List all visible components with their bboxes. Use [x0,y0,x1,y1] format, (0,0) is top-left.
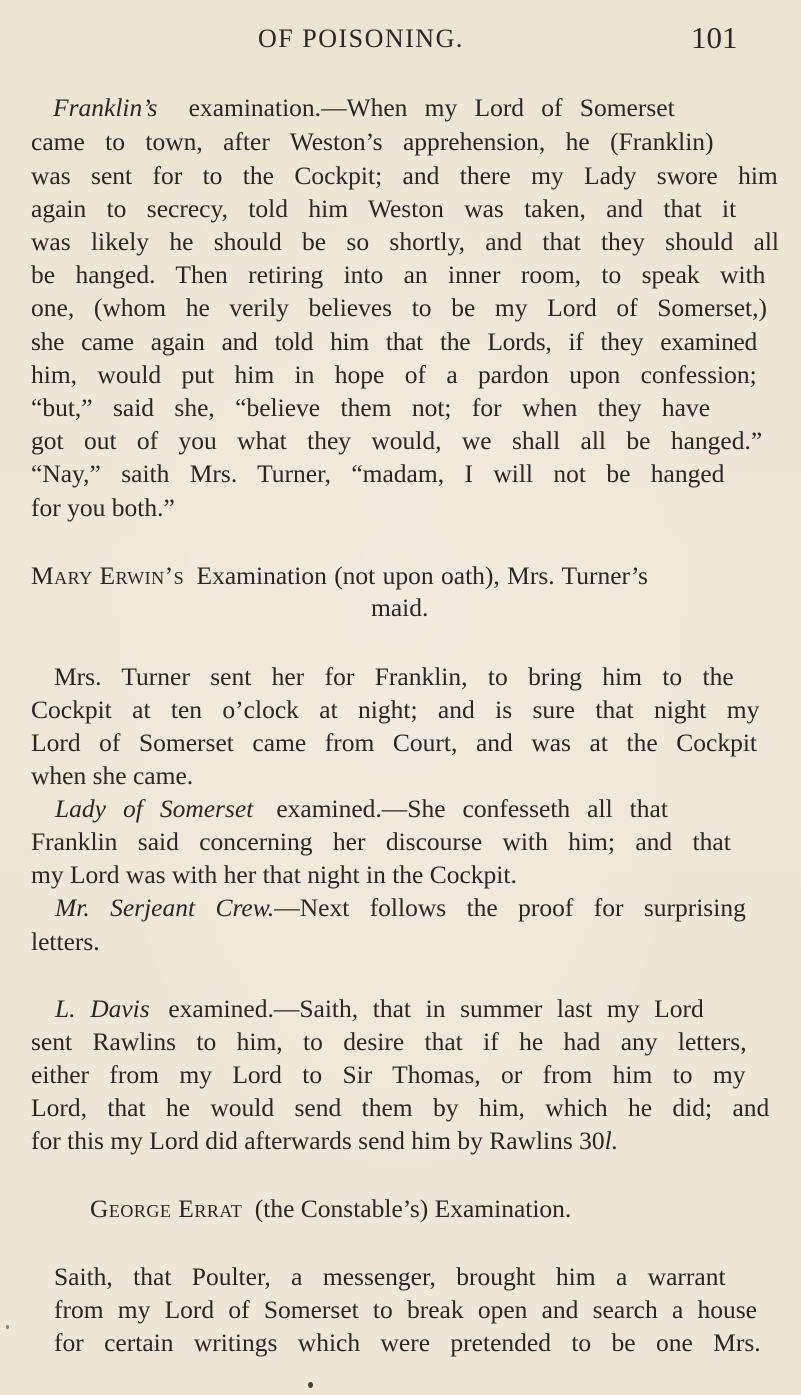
text-line: Mrs. Turner sent her for Franklin, to bring him to the [54,662,734,691]
running-head: OF POISONING. [258,24,464,53]
text-line [31,1125,801,1157]
heading-name: George Errat [90,1194,243,1223]
text-line: my Lord was with her that night in the Cockpit. [31,860,517,889]
text-line: sent Rawlins to him, to desire that if he had any letters, [31,1027,747,1056]
section-heading [31,560,801,592]
text-line: came to town, after Weston’s apprehension, he (Franklin) [31,127,714,156]
text-line [55,793,757,825]
text-line: for you both.” [31,493,175,522]
ink-speck [6,1325,9,1329]
text-run: examined.—She confesseth all that [276,794,668,823]
text-line: him, would put him in hope of a pardon upon confession; [31,360,757,389]
text-line: was sent for to the Cockpit; and there my Lady swore him [31,161,778,190]
text-line: letters. [31,927,100,956]
page-number: 101 [691,20,738,55]
text-run: —Next follows the proof for surprising [274,893,746,922]
text-line: Saith, that Poulter, a messenger, brought him a warrant [54,1262,726,1291]
text-line: again to secrecy, told him Weston was taken, and that it [31,194,737,223]
italic-name: Mr. Serjeant Crew. [55,893,275,922]
heading-text: (the Constable’s) Examination. [254,1194,572,1223]
text-line [55,892,757,924]
text-line: Franklin said concerning her discourse with him; and that [31,827,731,856]
section-heading [90,1193,801,1225]
text-run: examined.—Saith, that in summer last my Lord [168,994,704,1023]
text-line: “but,” said she, “believe them not; for when they have [31,393,711,422]
italic-heading: Franklin’s [53,93,158,122]
italic-name: L. Davis [55,994,150,1023]
text-line: for certain writings which were pretended to be one Mrs. [54,1328,761,1357]
currency-abbrev: l. [604,1126,619,1155]
text-line [55,993,757,1025]
text-line: Cockpit at ten o’clock at night; and is sure that night my [31,695,760,724]
text-line: from my Lord of Somerset to break open and search a house [54,1295,757,1324]
page-header [0,20,801,60]
text-line: when she came. [31,761,194,790]
text-line: got out of you what they would, we shall all be hanged.” [31,426,763,455]
text-line: “Nay,” saith Mrs. Turner, “madam, I will not be hanged [31,459,725,488]
text-line: Lord, that he would send them by him, which he did; and [31,1093,770,1122]
text-line: was likely he should be so shortly, and that they should all [31,227,779,256]
text-run: examination.—When my Lord of Somerset [188,93,675,122]
text-line: either from my Lord to Sir Thomas, or from him to my [31,1060,746,1089]
text-line: she came again and told him that the Lords, if they examined [31,327,757,356]
heading-name: Mary Erwin’s [31,561,185,590]
text-line [53,92,753,124]
italic-name: Lady of Somerset [55,794,254,823]
ink-speck [308,1382,313,1388]
heading-text: Examination (not upon oath), Mrs. Turner’s [196,561,648,590]
text-line: Lord of Somerset came from Court, and was at the Cockpit [31,728,757,757]
text-run: for this my Lord did afterwards send him by Rawlins 30 [31,1126,605,1155]
text-line: one, (whom he verily believes to be my Lord of Somerset,) [31,293,767,322]
section-heading-line: maid. [371,593,429,622]
text-line: be hanged. Then retiring into an inner room, to speak with [31,260,766,289]
